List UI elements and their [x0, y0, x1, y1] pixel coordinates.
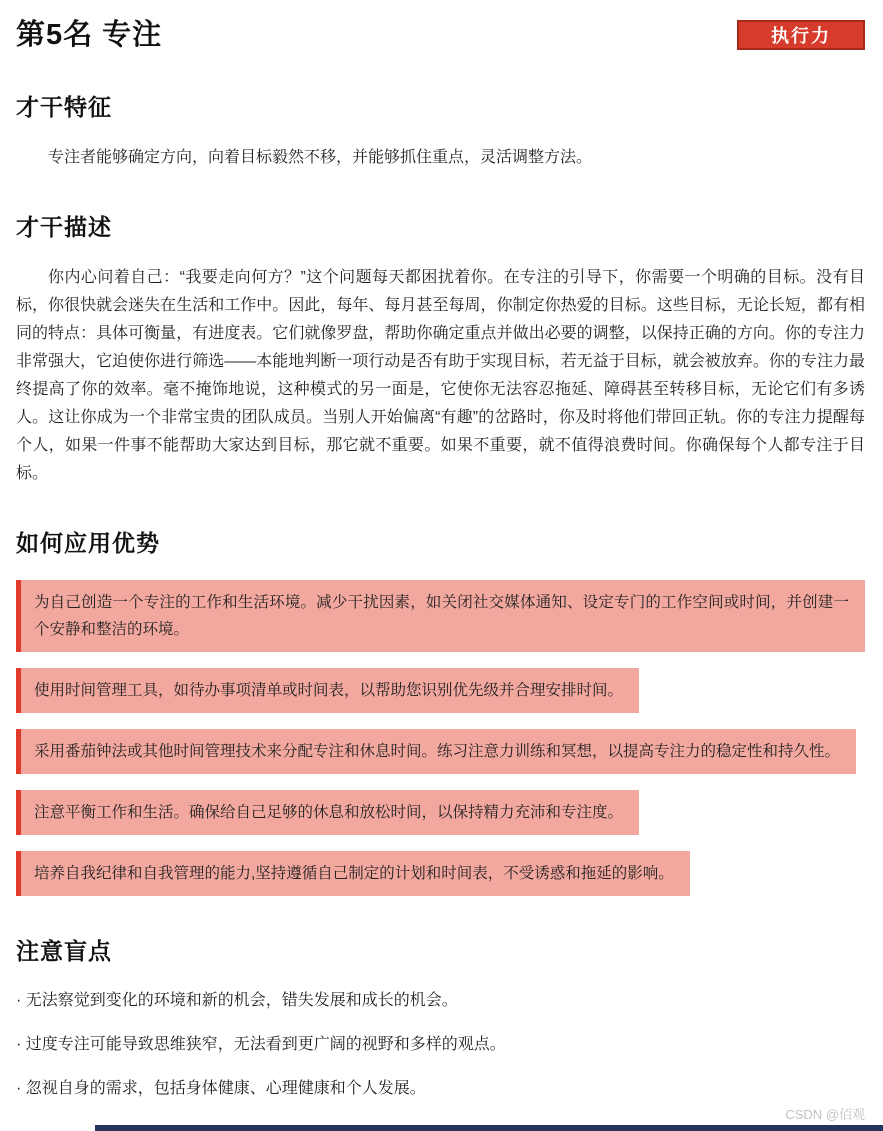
tip-box-2: 使用时间管理工具，如待办事项清单或时间表，以帮助您识别优先级并合理安排时间。	[16, 668, 639, 713]
page-title: 第5名 专注	[16, 19, 163, 51]
section-heading-apply: 如何应用优势	[16, 530, 160, 556]
tips-list	[16, 580, 865, 896]
title-row	[16, 18, 865, 52]
section-heading-description: 才干描述	[16, 214, 112, 240]
tip-box-5: 培养自我纪律和自我管理的能力,坚持遵循自己制定的计划和时间表，不受诱惑和拖延的影响。	[16, 851, 690, 896]
tip-box-1: 为自己创造一个专注的工作和生活环境。减少干扰因素，如关闭社交媒体通知、设定专门的工作空间或时间，并创建一个安静和整洁的环境。	[16, 580, 865, 652]
watermark: CSDN @佰观	[785, 1107, 865, 1122]
section-heading-traits: 才干特征	[16, 94, 112, 120]
tip-box-3: 采用番茄钟法或其他时间管理技术来分配专注和休息时间。练习注意力训练和冥想，以提高专注力的稳定性和持久性。	[16, 729, 856, 774]
blindspot-item-1: · 无法察觉到变化的环境和新的机会，错失发展和成长的机会。	[16, 992, 458, 1009]
traits-paragraph: 专注者能够确定方向，向着目标毅然不移，并能够抓住重点，灵活调整方法。	[48, 149, 593, 166]
category-badge: 执行力	[737, 20, 865, 50]
tip-box-4: 注意平衡工作和生活。确保给自己足够的休息和放松时间，以保持精力充沛和专注度。	[16, 790, 639, 835]
description-paragraph: 你内心问着自己：“我要走向何方？”这个问题每天都困扰着你。在专注的引导下，你需要一个明确的目标。没有目标，你很快就会迷失在生活和工作中。因此，每年、每月甚至每周，你制定你热爱的目标。这些目标，无论长短，都有相同的特点：具体可衡量，有进度表。它们就像罗盘，帮助你确定重点并做出必要的调整，以保持正确的方向。你的专注力非常强大，它迫使你进行筛选——本能地判断一项行动是否有助于实现目标，若无益于目标，就会被放弃。你的专注力最终提高了你的效率。毫不掩饰地说，这种模式的另一面是，它使你无法容忍拖延、障碍甚至转移目标，无论它们有多诱人。这让你成为一个非常宝贵的团队成员。当别人开始偏离“有趣”的岔路时，你及时将他们带回正轨。你的专注力提醒每个人，如果一件事不能帮助大家达到目标，那它就不重要。如果不重要，就不值得浪费时间。你确保每个人都专注于目标。	[16, 269, 865, 482]
blindspots-list	[16, 990, 865, 1100]
blindspot-item-3: · 忽视自身的需求，包括身体健康、心理健康和个人发展。	[16, 1080, 426, 1097]
bottom-strip	[95, 1125, 883, 1131]
section-heading-blindspots: 注意盲点	[16, 938, 112, 964]
blindspot-item-2: · 过度专注可能导致思维狭窄，无法看到更广阔的视野和多样的观点。	[16, 1036, 506, 1053]
